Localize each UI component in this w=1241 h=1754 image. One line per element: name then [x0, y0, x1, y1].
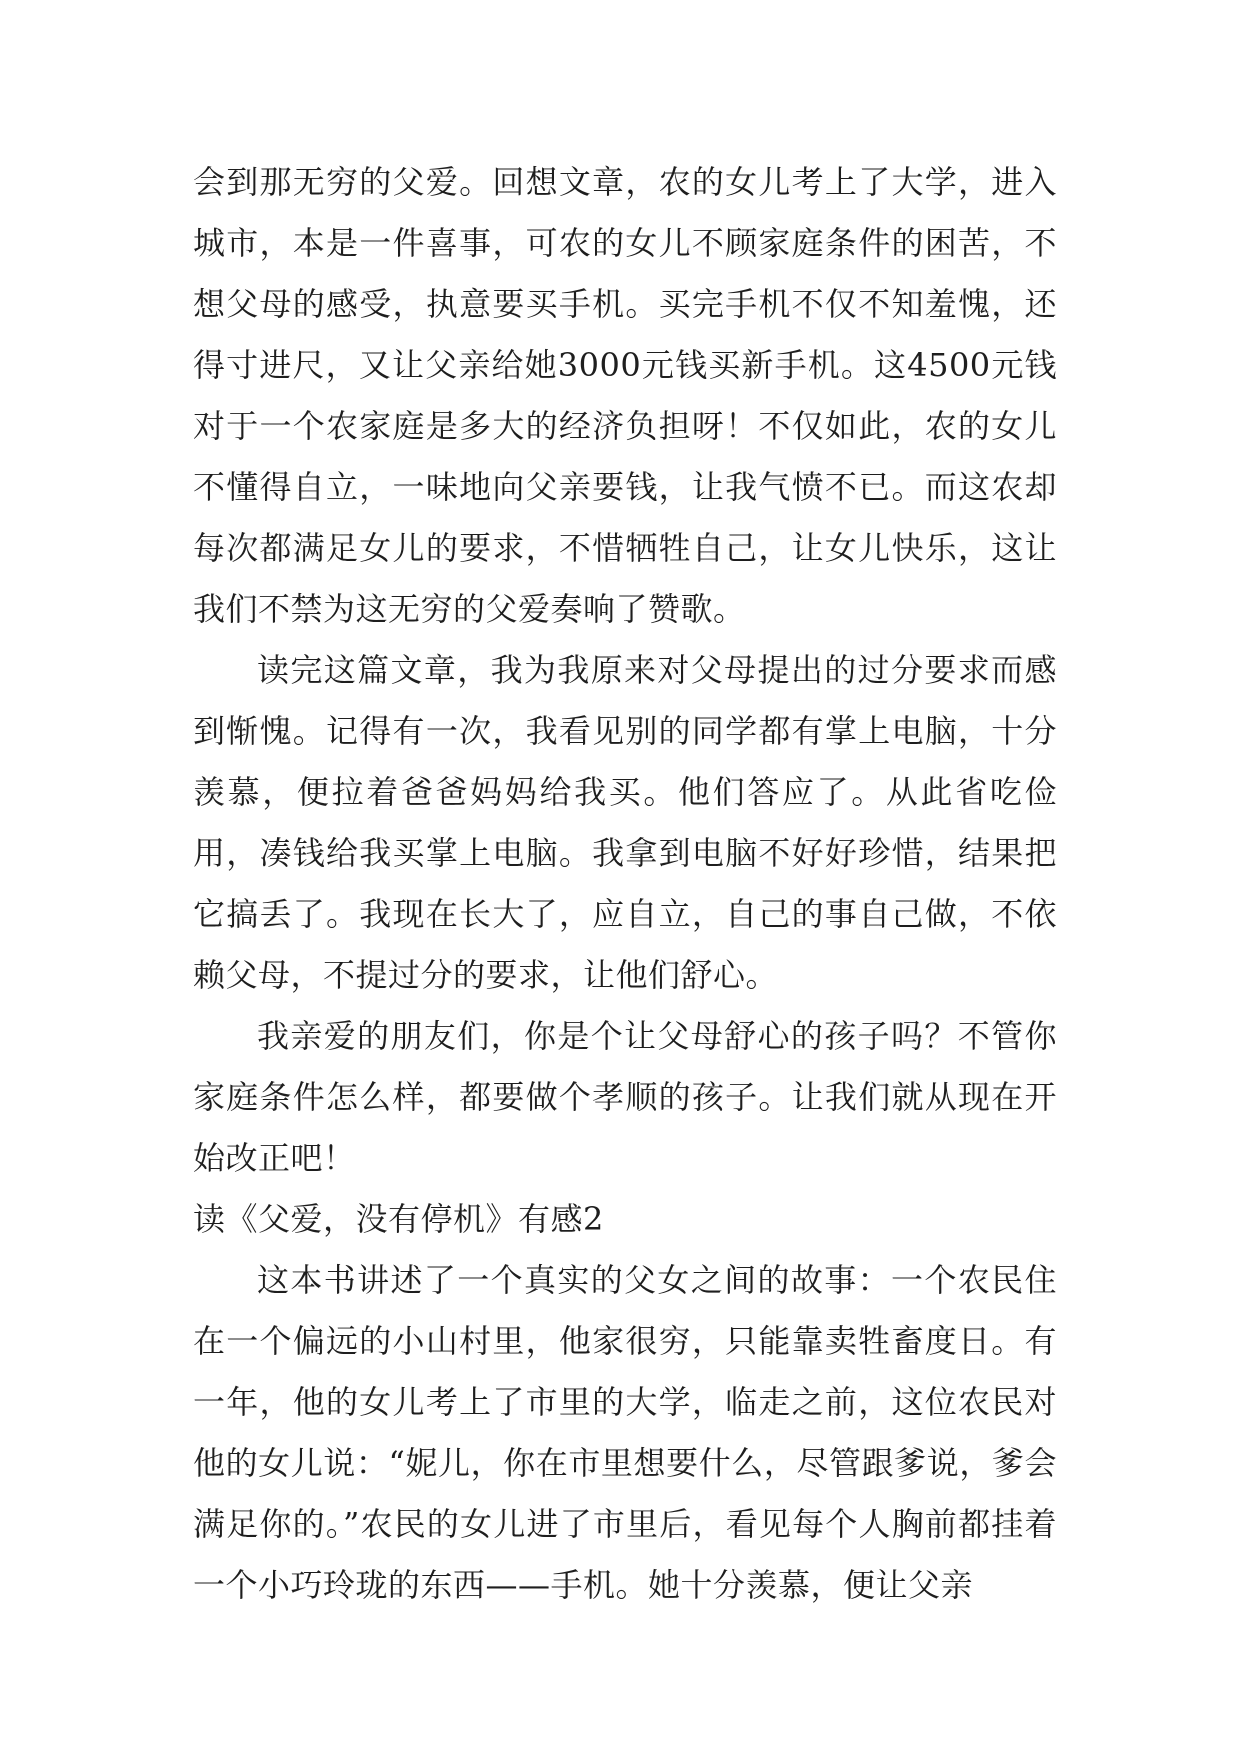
- document-body: [193, 152, 1057, 1616]
- paragraph-story: 这本书讲述了一个真实的父女之间的故事：一个农民住在一个偏远的小山村里，他家很穷，只能靠卖牲畜度日。有一年，他的女儿考上了市里的大学，临走之前，这位农民对他的女儿说：“妮儿，你在市里想要什么，尽管跟爹说，爹会满足你的。”农民的女儿进了市里后，看见每个人胸前都挂着一个小巧玲珑的东西——手机。她十分羡慕，便让父亲: [193, 1261, 1057, 1604]
- section-heading: 读《父爱，没有停机》有感2: [193, 1200, 604, 1238]
- paragraph-reflection: 读完这篇文章，我为我原来对父母提出的过分要求而感到惭愧。记得有一次，我看见别的同学都有掌上电脑，十分羡慕，便拉着爸爸妈妈给我买。他们答应了。从此省吃俭用，凑钱给我买掌上电脑。我拿到电脑不好好珍惜，结果把它搞丢了。我现在长大了，应自立，自己的事自己做，不依赖父母，不提过分的要求，让他们舒心。: [193, 651, 1057, 994]
- paragraph-appeal: 我亲爱的朋友们，你是个让父母舒心的孩子吗？不管你家庭条件怎么样，都要做个孝顺的孩子。让我们就从现在开始改正吧！: [193, 1017, 1057, 1177]
- paragraph-continuation: 会到那无穷的父爱。回想文章，农的女儿考上了大学，进入城市，本是一件喜事，可农的女儿不顾家庭条件的困苦，不想父母的感受，执意要买手机。买完手机不仅不知羞愧，还得寸进尺，又让父亲给她3000元钱买新手机。这4500元钱对于一个农家庭是多大的经济负担呀！不仅如此，农的女儿不懂得自立，一味地向父亲要钱，让我气愤不已。而这农却每次都满足女儿的要求，不惜牺牲自己，让女儿快乐，这让我们不禁为这无穷的父爱奏响了赞歌。: [193, 163, 1057, 628]
